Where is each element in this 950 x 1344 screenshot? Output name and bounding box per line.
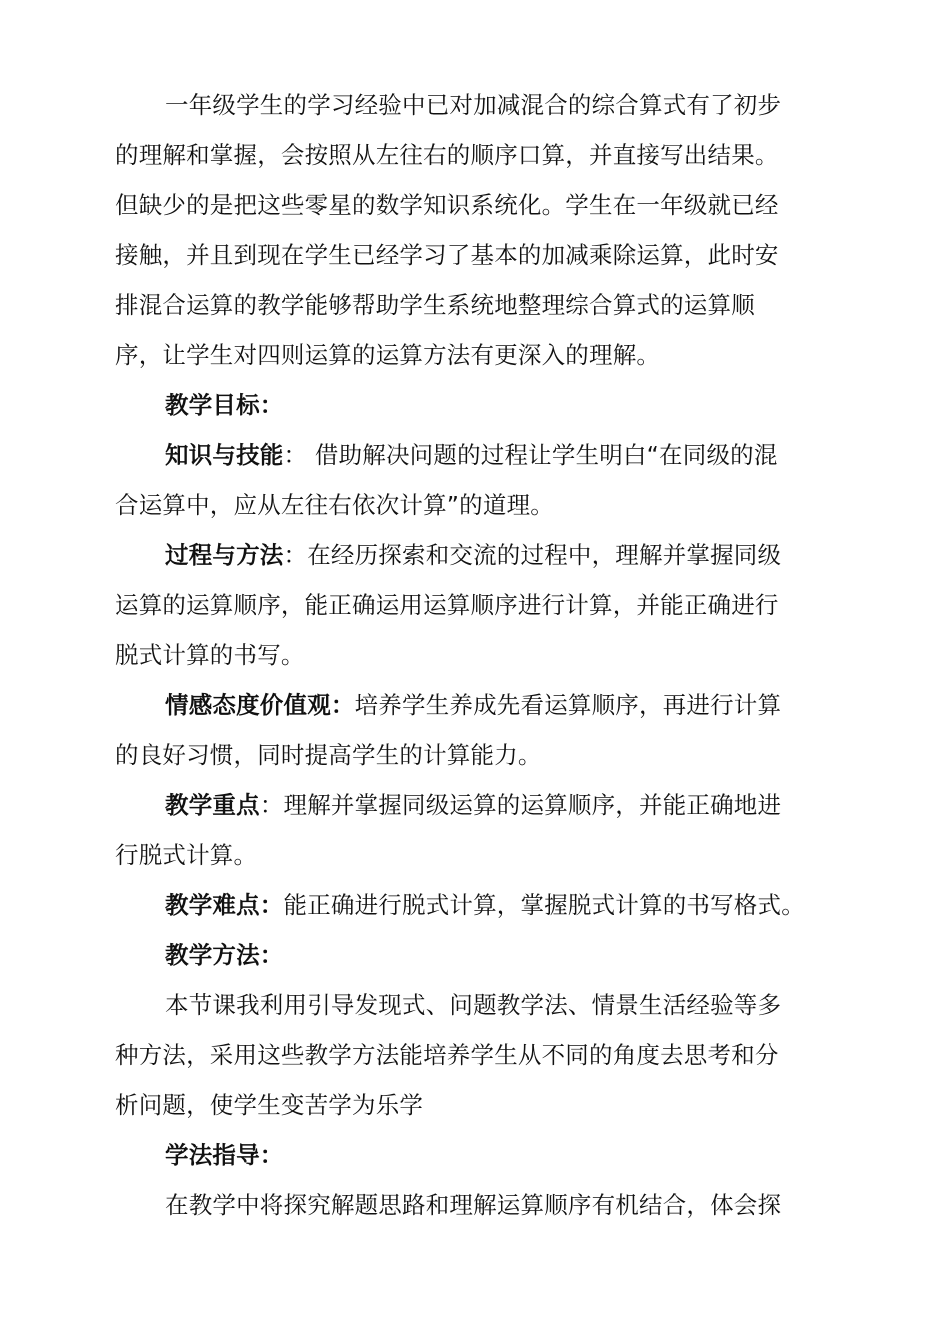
key-point-line-1 (165, 790, 781, 820)
process-line-3: 脱式计算的书写。 (115, 641, 305, 669)
methods-line-2: 种方法，采用这些教学方法能培养学生从不同的角度去思考和分 (115, 1041, 779, 1069)
emotion-text: 培养学生养成先看运算顺序，再进行计算 (354, 691, 782, 719)
knowledge-label: 知识与技能 (165, 441, 284, 469)
goals-heading: 教学目标： (165, 391, 284, 419)
intro-line-4: 接触，并且到现在学生已经学习了基本的加减乘除运算，此时安 (115, 241, 779, 269)
knowledge-line-1 (165, 440, 778, 470)
intro-line-5: 排混合运算的教学能够帮助学生系统地整理综合算式的运算顺 (115, 291, 755, 319)
process-line-2: 运算的运算顺序，能正确运用运算顺序进行计算，并能正确进行 (115, 591, 779, 619)
knowledge-line-2: 合运算中，应从左往右依次计算”的道理。 (115, 491, 554, 519)
process-text: ：在经历探索和交流的过程中，理解并掌握同级 (283, 541, 782, 569)
emotion-line-1 (165, 690, 781, 720)
guidance-heading: 学法指导： (165, 1141, 284, 1169)
key-point-label: 教学重点 (165, 791, 260, 819)
intro-line-6: 序，让学生对四则运算的运算方法有更深入的理解。 (115, 341, 661, 369)
process-line-1 (165, 540, 781, 570)
key-point-text: ：理解并掌握同级运算的运算顺序，并能正确地进 (259, 791, 782, 819)
intro-line-1: 一年级学生的学习经验中已对加减混合的综合算式有了初步 (165, 91, 782, 119)
emotion-label: 情感态度价值观： (165, 691, 355, 719)
methods-line-3: 析问题，使学生变苦学为乐学 (115, 1091, 424, 1119)
key-point-line-2: 行脱式计算。 (115, 841, 258, 869)
intro-line-2: 的理解和掌握，会按照从左往右的顺序口算，并直接写出结果。 (115, 141, 779, 169)
knowledge-text: ： 借助解决问题的过程让学生明白“在同级的混 (283, 441, 778, 469)
emotion-line-2: 的良好习惯，同时提高学生的计算能力。 (115, 741, 542, 769)
guidance-line-1: 在教学中将探究解题思路和理解运算顺序有机结合，体会探 (165, 1191, 782, 1219)
difficulty-text: 能正确进行脱式计算，掌握脱式计算的书写格式。 (283, 891, 805, 919)
difficulty-line-1 (165, 890, 805, 920)
methods-line-1: 本节课我利用引导发现式、问题教学法、情景生活经验等多 (165, 991, 782, 1019)
process-label: 过程与方法 (165, 541, 284, 569)
methods-heading: 教学方法： (165, 941, 284, 969)
difficulty-label: 教学难点： (165, 891, 284, 919)
intro-line-3: 但缺少的是把这些零星的数学知识系统化。学生在一年级就已经 (115, 191, 779, 219)
